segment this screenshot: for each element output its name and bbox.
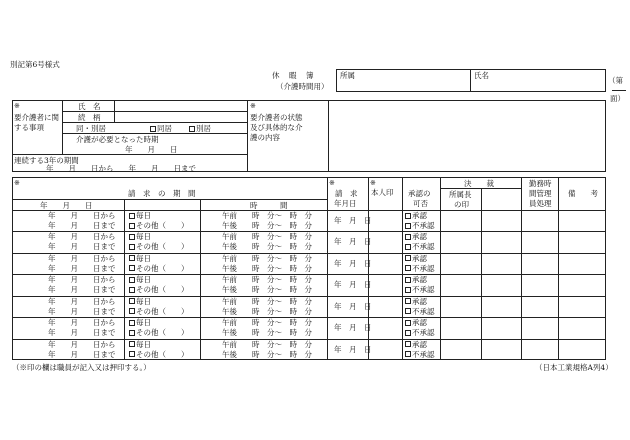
- condition-label-2: 及び具体的な介: [250, 123, 303, 132]
- checkbox-icon: [129, 277, 135, 283]
- caregiver-mark: ※: [14, 102, 20, 110]
- request-date: 年 月 日: [334, 237, 372, 247]
- checkbox-icon: [405, 234, 411, 240]
- checkbox-icon: [129, 320, 135, 326]
- checkbox-icon: [405, 298, 411, 304]
- time-pm: 午後 時 分～ 時 分: [222, 242, 312, 252]
- footnote: （※印の欄は職員が記入又は押印する。）: [12, 363, 151, 372]
- date-from: 年 月 日から: [48, 253, 116, 263]
- date-from: 年 月 日から: [48, 339, 116, 349]
- date-to: 年 月 日まで: [48, 221, 116, 230]
- date-from: 年 月 日から: [48, 318, 116, 328]
- decision-header: 決 裁: [464, 179, 494, 188]
- checkbox-icon: [405, 308, 411, 314]
- checkbox-icon: [129, 265, 135, 271]
- seal-header: 本人印: [371, 188, 394, 197]
- time-pm: 午後 時 分～ 時 分: [222, 285, 312, 295]
- checkbox-icon: [129, 330, 135, 336]
- time-header: 時 間: [250, 201, 288, 210]
- checkbox-icon: [129, 234, 135, 240]
- checkbox-icon: [405, 351, 411, 357]
- checkbox-icon: [405, 265, 411, 271]
- checkbox-icon: [405, 320, 411, 326]
- option-daily[interactable]: 毎日: [129, 318, 151, 327]
- checkbox-icon: [405, 244, 411, 250]
- form-subtitle: （介護時間用）: [276, 82, 329, 91]
- request-date: 年 月 日: [334, 280, 372, 290]
- date-from: 年 月 日から: [48, 232, 116, 242]
- checkbox-icon: [405, 341, 411, 347]
- care-need-label: 介護が必要となった時期: [76, 135, 159, 144]
- time-pm: 午後 時 分～ 時 分: [222, 328, 312, 338]
- option-approve[interactable]: 承認: [405, 254, 427, 263]
- time-am: 午前 時 分～ 時 分: [222, 275, 312, 285]
- dept-label: 所属: [340, 71, 355, 80]
- option-approve[interactable]: 承認: [405, 275, 427, 284]
- form-title: 休 暇 簿: [272, 71, 315, 80]
- time-am: 午前 時 分～ 時 分: [222, 318, 312, 328]
- option-approve[interactable]: 承認: [405, 340, 427, 349]
- option-other[interactable]: その他（ ）: [129, 264, 189, 273]
- date-to: 年 月 日まで: [48, 349, 116, 359]
- checkbox-icon: [129, 213, 135, 219]
- attendance-header-1: 勤務時: [529, 179, 552, 188]
- attendance-header-2: 間管理: [529, 189, 552, 198]
- attendance-header-3: 員処理: [529, 199, 552, 208]
- date-to: 年 月 日まで: [48, 285, 116, 295]
- option-reject[interactable]: 不承認: [405, 307, 435, 316]
- option-approve[interactable]: 承認: [405, 232, 427, 241]
- checkbox-icon: [129, 255, 135, 261]
- option-daily[interactable]: 毎日: [129, 297, 151, 306]
- option-approve[interactable]: 承認: [405, 211, 427, 220]
- option-reject[interactable]: 不承認: [405, 350, 435, 359]
- time-pm: 午後 時 分～ 時 分: [222, 349, 312, 359]
- checkbox-icon: [405, 213, 411, 219]
- request-date: 年 月 日: [334, 258, 372, 268]
- checkbox-icon: [405, 255, 411, 261]
- date-to: 年 月 日まで: [48, 306, 116, 316]
- cohabit-option-together[interactable]: 同居: [150, 124, 172, 133]
- date-from: 年 月 日から: [48, 296, 116, 306]
- checkbox-icon: [129, 298, 135, 304]
- checkbox-icon: [129, 244, 135, 250]
- caregiver-label-1: 要介護者に関: [14, 113, 59, 122]
- option-approve[interactable]: 承認: [405, 297, 427, 306]
- checkbox-icon: [129, 287, 135, 293]
- checkbox-icon: [129, 341, 135, 347]
- header-fields-box: [336, 69, 606, 92]
- option-reject[interactable]: 不承認: [405, 328, 435, 337]
- date-to: 年 月 日まで: [48, 328, 116, 338]
- request-date: 年 月 日: [334, 301, 372, 311]
- option-other[interactable]: その他（ ）: [129, 307, 189, 316]
- date-header: 年 月 日: [40, 201, 93, 210]
- table-mark: ※: [14, 179, 20, 187]
- period3y-range: 年 月 日から 年 月 日まで: [46, 164, 196, 173]
- request-date: 年 月 日: [334, 216, 372, 225]
- page-tab-top: （第: [608, 76, 623, 85]
- time-am: 午前 時 分～ 時 分: [222, 296, 312, 306]
- option-reject[interactable]: 不承認: [405, 221, 435, 230]
- time-am: 午前 時 分～ 時 分: [222, 211, 312, 220]
- checkbox-icon: [405, 277, 411, 283]
- cohabit-field-label: 同・別居: [76, 124, 106, 133]
- condition-label-3: 護の内容: [250, 133, 280, 142]
- date-from: 年 月 日から: [48, 275, 116, 285]
- condition-label-1: 要介護者の状態: [250, 113, 303, 122]
- option-reject[interactable]: 不承認: [405, 242, 435, 251]
- option-reject[interactable]: 不承認: [405, 264, 435, 273]
- time-am: 午前 時 分～ 時 分: [222, 339, 312, 349]
- option-reject[interactable]: 不承認: [405, 285, 435, 294]
- remarks-header: 備 考: [568, 189, 598, 198]
- request-date: 年 月 日: [334, 323, 372, 333]
- date-to: 年 月 日まで: [48, 242, 116, 252]
- option-other[interactable]: その他（ ）: [129, 242, 189, 251]
- date-from: 年 月 日から: [48, 211, 116, 220]
- request-header-2: 年月日: [334, 199, 357, 208]
- name-label: 氏名: [474, 71, 489, 80]
- option-daily[interactable]: 毎日: [129, 254, 151, 263]
- date-to: 年 月 日まで: [48, 263, 116, 273]
- care-need-date: 年 月 日: [125, 145, 178, 154]
- checkbox-icon: [150, 126, 156, 132]
- checkbox-icon: [129, 308, 135, 314]
- time-am: 午前 時 分～ 時 分: [222, 253, 312, 263]
- chief-header-2: の印: [454, 200, 469, 209]
- page-tab-bottom: 面）: [610, 94, 625, 103]
- checkbox-icon: [405, 330, 411, 336]
- option-daily[interactable]: 毎日: [129, 340, 151, 349]
- condition-mark: ※: [250, 102, 256, 110]
- option-other[interactable]: その他（ ）: [129, 350, 189, 359]
- checkbox-icon: [129, 351, 135, 357]
- name-field-label: 氏 名: [78, 102, 101, 111]
- time-am: 午前 時 分～ 時 分: [222, 232, 312, 242]
- caregiver-label-2: する事項: [14, 123, 44, 132]
- option-other[interactable]: その他（ ）: [129, 221, 189, 230]
- request-header-1: 請 求: [335, 189, 358, 198]
- option-approve[interactable]: 承認: [405, 318, 427, 327]
- checkbox-icon: [405, 287, 411, 293]
- cohabit-option-separate[interactable]: 別居: [189, 124, 211, 133]
- approval-header-1: 承認の: [408, 189, 431, 198]
- paper-standard: （日本工業規格A列4）: [535, 363, 613, 372]
- checkbox-icon: [129, 223, 135, 229]
- chief-header-1: 所属長: [449, 190, 472, 199]
- option-daily[interactable]: 毎日: [129, 275, 151, 284]
- option-other[interactable]: その他（ ）: [129, 328, 189, 337]
- option-other[interactable]: その他（ ）: [129, 285, 189, 294]
- relation-field-label: 続 柄: [78, 113, 101, 122]
- form-number: 別記第6号様式: [10, 60, 60, 69]
- request-date: 年 月 日: [334, 344, 372, 354]
- seal-mark: ※: [370, 179, 376, 187]
- time-pm: 午後 時 分～ 時 分: [222, 263, 312, 273]
- checkbox-icon: [189, 126, 195, 132]
- option-daily[interactable]: 毎日: [129, 232, 151, 241]
- period-header: 請 求 の 期 間: [128, 189, 196, 198]
- time-pm: 午後 時 分～ 時 分: [222, 306, 312, 316]
- checkbox-icon: [405, 223, 411, 229]
- period3y-label: 連続する3年の期間: [14, 156, 79, 165]
- approval-header-2: 可否: [413, 199, 428, 208]
- request-mark: ※: [329, 179, 335, 187]
- option-daily[interactable]: 毎日: [129, 211, 151, 220]
- time-pm: 午後 時 分～ 時 分: [222, 221, 312, 230]
